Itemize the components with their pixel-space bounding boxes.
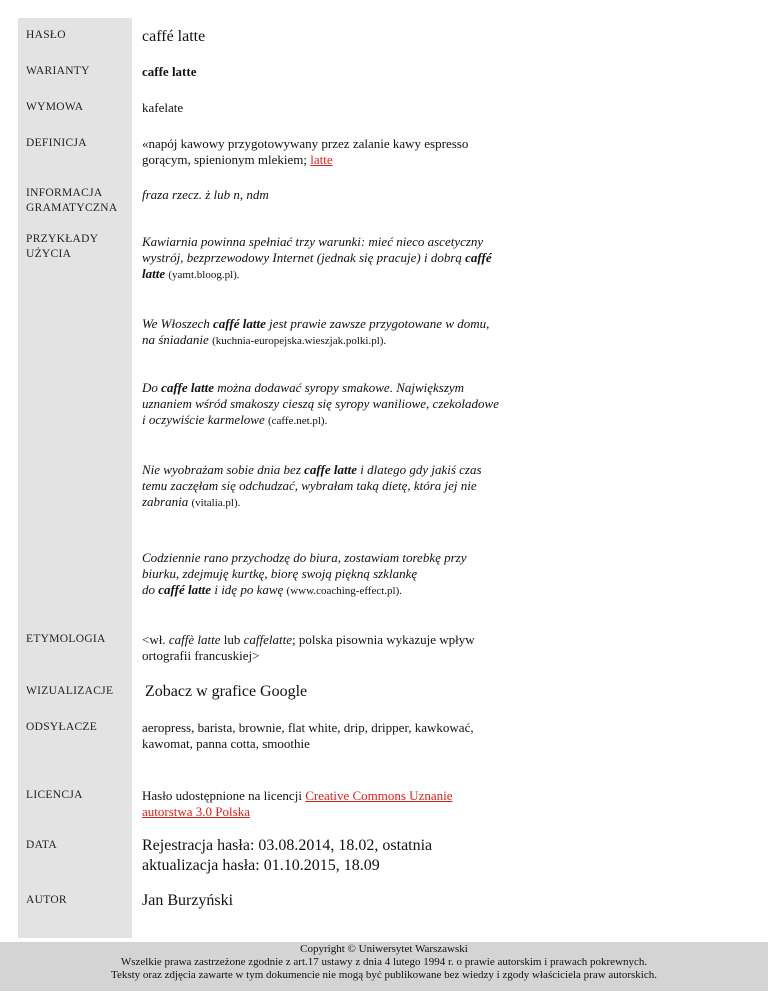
- example-4-post: i dlatego gdy jakiś czas: [356, 462, 482, 477]
- example-3-post: można dodawać syropy smakowe. Największym: [213, 380, 465, 395]
- label-informacja-line2: GRAMATYCZNA: [26, 202, 118, 214]
- dates-line2: aktualizacja hasła: 01.10.2015, 18.09: [142, 857, 380, 874]
- example-3-text: i oczywiście karmelowe: [142, 412, 265, 427]
- example-2-line2: [142, 332, 512, 349]
- example-1-source: (yamt.bloog.pl).: [168, 269, 240, 281]
- definition-value: [142, 136, 502, 168]
- example-3-line3: [142, 412, 512, 429]
- etymology-term1: caffè latte: [168, 632, 221, 647]
- example-1-term: caffé latte: [142, 250, 492, 281]
- etymology-term2: caffelatte: [243, 632, 292, 647]
- example-1-line2: [142, 250, 512, 283]
- example-5-line3: [142, 582, 512, 599]
- grammar-value: fraza rzecz. ż lub n, ndm: [142, 187, 269, 202]
- example-4-text: zabrania: [142, 494, 189, 509]
- example-5: [142, 550, 512, 599]
- variants-value: caffe latte: [142, 64, 197, 79]
- dates-line1: Rejestracja hasła: 03.08.2014, 18.02, ostatnia: [142, 837, 433, 854]
- example-4-line1: [142, 462, 512, 478]
- example-3-term: caffe latte: [161, 380, 214, 395]
- example-5-pre: do: [142, 582, 159, 597]
- example-2-term: caffé latte: [213, 316, 266, 331]
- example-5-source: (www.coaching-effect.pl).: [286, 585, 402, 597]
- etymology-value: [142, 632, 512, 664]
- copyright-footer: [0, 942, 768, 991]
- label-informacja-line1: INFORMACJA: [26, 187, 103, 199]
- example-5-post: i idę po kawę: [211, 582, 284, 597]
- license-text: Hasło udostępnione na licencji: [142, 788, 306, 803]
- headword: caffé latte: [142, 28, 206, 45]
- license-value: [142, 788, 522, 820]
- label-informacja: [26, 186, 117, 216]
- label-przyklady-line1: PRZYKŁADY: [26, 233, 99, 245]
- example-4-line3: [142, 494, 512, 511]
- label-autor: AUTOR: [26, 894, 67, 906]
- footer-copyright: Copyright © Uniwersytet Warszawski: [300, 943, 468, 955]
- example-2-source: (kuchnia-europejska.wieszjak.polki.pl).: [212, 335, 387, 347]
- definition-line2: [142, 152, 502, 168]
- google-images-link[interactable]: Zobacz w grafice Google: [145, 683, 308, 700]
- label-przyklady-line2: UŻYCIA: [26, 248, 72, 260]
- etymology-post: ; polska pisownia wykazuje wpływ: [291, 632, 475, 647]
- cross-references-line1: aeropress, barista, brownie, flat white, drip, dripper, kawkować,: [142, 720, 474, 735]
- footer-notice: Teksty oraz zdjęcia zawarte w tym dokumencie nie mogą być publikowane bez wiedzy i zgody właściciela praw autorskich.: [111, 969, 657, 981]
- example-3-line1: [142, 380, 512, 396]
- example-2: [142, 316, 512, 349]
- example-4-source: (vitalia.pl).: [191, 497, 241, 509]
- definition-line1: «napój kawowy przygotowywany przez zalanie kawy espresso: [142, 136, 469, 151]
- example-3-source: (caffe.net.pl).: [268, 415, 328, 427]
- example-5-line2: biurku, zdejmuję kurtkę, biorę swoją piękną szklankę: [142, 566, 418, 581]
- label-przyklady: [26, 232, 98, 262]
- footer-rights: Wszelkie prawa zastrzeżone zgodnie z art.17 ustawy z dnia 4 lutego 1994 r. o prawie autorskim i prawach pokrewnych.: [120, 956, 648, 968]
- example-4: [142, 462, 512, 511]
- license-link[interactable]: Creative Commons Uznanie: [305, 788, 453, 803]
- example-4-term: caffe latte: [304, 462, 357, 477]
- example-4-pre: Nie wyobrażam sobie dnia bez: [142, 462, 305, 477]
- cross-references: [142, 720, 522, 752]
- dates-value: [142, 836, 522, 876]
- license-line2: [142, 804, 522, 820]
- definition-text: gorącym, spienionym mlekiem;: [142, 152, 311, 167]
- label-wizualizacje: WIZUALIZACJE: [26, 685, 114, 697]
- pronunciation-value: kafelate: [142, 100, 184, 115]
- example-5-term: caffé latte: [158, 582, 212, 597]
- etymology-line1: [142, 632, 512, 648]
- example-1-line1: Kawiarnia powinna spełniać trzy warunki: mieć nieco ascetyczny: [142, 234, 484, 249]
- label-haslo: HASŁO: [26, 29, 66, 41]
- example-3-line2: uznaniem wśród smakoszy cieszą się syropy waniliowe, czekoladowe: [142, 396, 499, 411]
- example-2-text: na śniadanie: [142, 332, 209, 347]
- label-licencja: LICENCJA: [26, 789, 83, 801]
- etymology-mid: lub: [220, 632, 244, 647]
- example-1: [142, 234, 512, 283]
- example-4-line2: temu zaczęłam się odchudzać, wybrałam taką dietę, która jej nie: [142, 478, 477, 493]
- cross-references-line2: kawomat, panna cotta, smoothie: [142, 736, 310, 751]
- label-definicja: DEFINICJA: [26, 137, 87, 149]
- label-etymologia: ETYMOLOGIA: [26, 633, 106, 645]
- label-data: DATA: [26, 839, 57, 851]
- example-1-text: wystrój, bezprzewodowy Internet (jednak się pracuje) i dobrą: [142, 250, 466, 265]
- license-link-cont[interactable]: autorstwa 3.0 Polska: [142, 804, 250, 819]
- author-value: Jan Burzyński: [142, 892, 234, 909]
- example-2-pre: We Włoszech: [142, 316, 214, 331]
- example-2-line1: [142, 316, 512, 332]
- example-2-post: jest prawie zawsze przygotowane w domu,: [265, 316, 490, 331]
- etymology-pre: <wł.: [142, 632, 169, 647]
- label-wymowa: WYMOWA: [26, 101, 84, 113]
- label-odsylacze: ODSYŁACZE: [26, 721, 98, 733]
- etymology-line2: ortografii francuskiej>: [142, 648, 260, 663]
- license-line1: [142, 788, 522, 804]
- label-warianty: WARIANTY: [26, 65, 90, 77]
- example-5-line1: Codziennie rano przychodzę do biura, zostawiam torebkę przy: [142, 550, 467, 565]
- example-3-pre: Do: [142, 380, 162, 395]
- definition-link-latte[interactable]: latte: [310, 152, 333, 167]
- example-3: [142, 380, 512, 429]
